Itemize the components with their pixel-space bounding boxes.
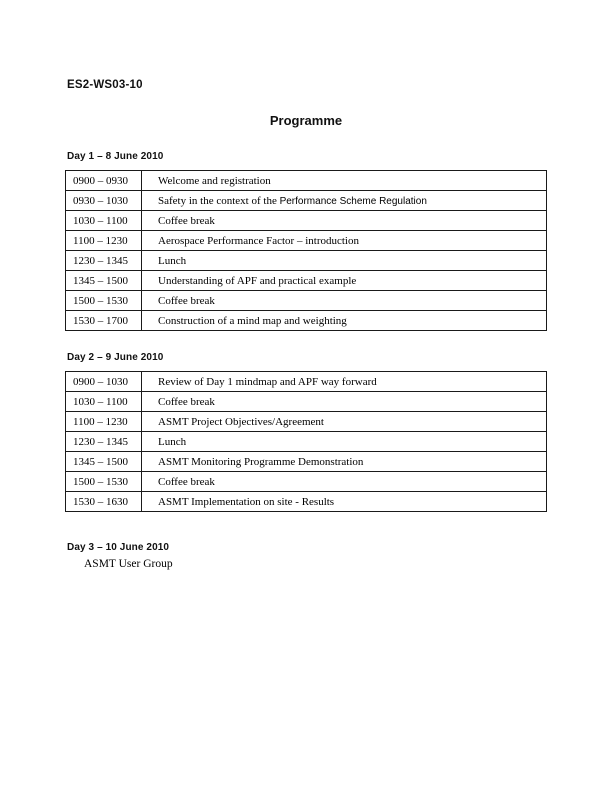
table-row <box>66 432 547 452</box>
activity-cell: Review of Day 1 mindmap and APF way forward <box>142 372 547 392</box>
table-row <box>66 372 547 392</box>
day2-schedule-table <box>65 371 547 512</box>
table-row <box>66 311 547 331</box>
activity-cell <box>142 191 547 211</box>
day1-heading: Day 1 – 8 June 2010 <box>67 151 164 162</box>
time-cell: 1530 – 1630 <box>66 492 142 512</box>
time-cell: 0900 – 1030 <box>66 372 142 392</box>
activity-cell: Coffee break <box>142 392 547 412</box>
table-row <box>66 231 547 251</box>
activity-cell: Coffee break <box>142 211 547 231</box>
time-cell: 1100 – 1230 <box>66 231 142 251</box>
activity-cell: ASMT Monitoring Programme Demonstration <box>142 452 547 472</box>
document-reference: ES2-WS03-10 <box>67 79 143 91</box>
page-title: Programme <box>269 113 343 128</box>
activity-cell: Lunch <box>142 432 547 452</box>
time-cell: 1345 – 1500 <box>66 271 142 291</box>
activity-text: Safety in the context of the <box>158 194 280 207</box>
activity-text-sans: Performance Scheme Regulation <box>279 195 427 207</box>
table-row <box>66 412 547 432</box>
table-row <box>66 472 547 492</box>
day2-heading: Day 2 – 9 June 2010 <box>67 352 164 363</box>
activity-cell: Coffee break <box>142 472 547 492</box>
time-cell: 0930 – 1030 <box>66 191 142 211</box>
time-cell: 1230 – 1345 <box>66 251 142 271</box>
activity-cell: Aerospace Performance Factor – introduction <box>142 231 547 251</box>
table-row <box>66 452 547 472</box>
activity-cell: Welcome and registration <box>142 171 547 191</box>
time-cell: 1230 – 1345 <box>66 432 142 452</box>
activity-cell: ASMT Project Objectives/Agreement <box>142 412 547 432</box>
day3-heading: Day 3 – 10 June 2010 <box>67 542 170 553</box>
activity-cell: Understanding of APF and practical example <box>142 271 547 291</box>
time-cell: 1500 – 1530 <box>66 291 142 311</box>
time-cell: 1530 – 1700 <box>66 311 142 331</box>
table-row <box>66 492 547 512</box>
table-row <box>66 211 547 231</box>
day3-body-text: ASMT User Group <box>84 558 173 570</box>
day1-schedule-table <box>65 170 547 331</box>
time-cell: 1345 – 1500 <box>66 452 142 472</box>
activity-cell: Construction of a mind map and weighting <box>142 311 547 331</box>
activity-cell: Coffee break <box>142 291 547 311</box>
time-cell: 1100 – 1230 <box>66 412 142 432</box>
time-cell: 0900 – 0930 <box>66 171 142 191</box>
time-cell: 1500 – 1530 <box>66 472 142 492</box>
table-row <box>66 392 547 412</box>
table-row <box>66 291 547 311</box>
table-row <box>66 251 547 271</box>
table-row <box>66 271 547 291</box>
activity-cell: Lunch <box>142 251 547 271</box>
table-row <box>66 191 547 211</box>
time-cell: 1030 – 1100 <box>66 392 142 412</box>
table-row <box>66 171 547 191</box>
activity-cell: ASMT Implementation on site - Results <box>142 492 547 512</box>
time-cell: 1030 – 1100 <box>66 211 142 231</box>
